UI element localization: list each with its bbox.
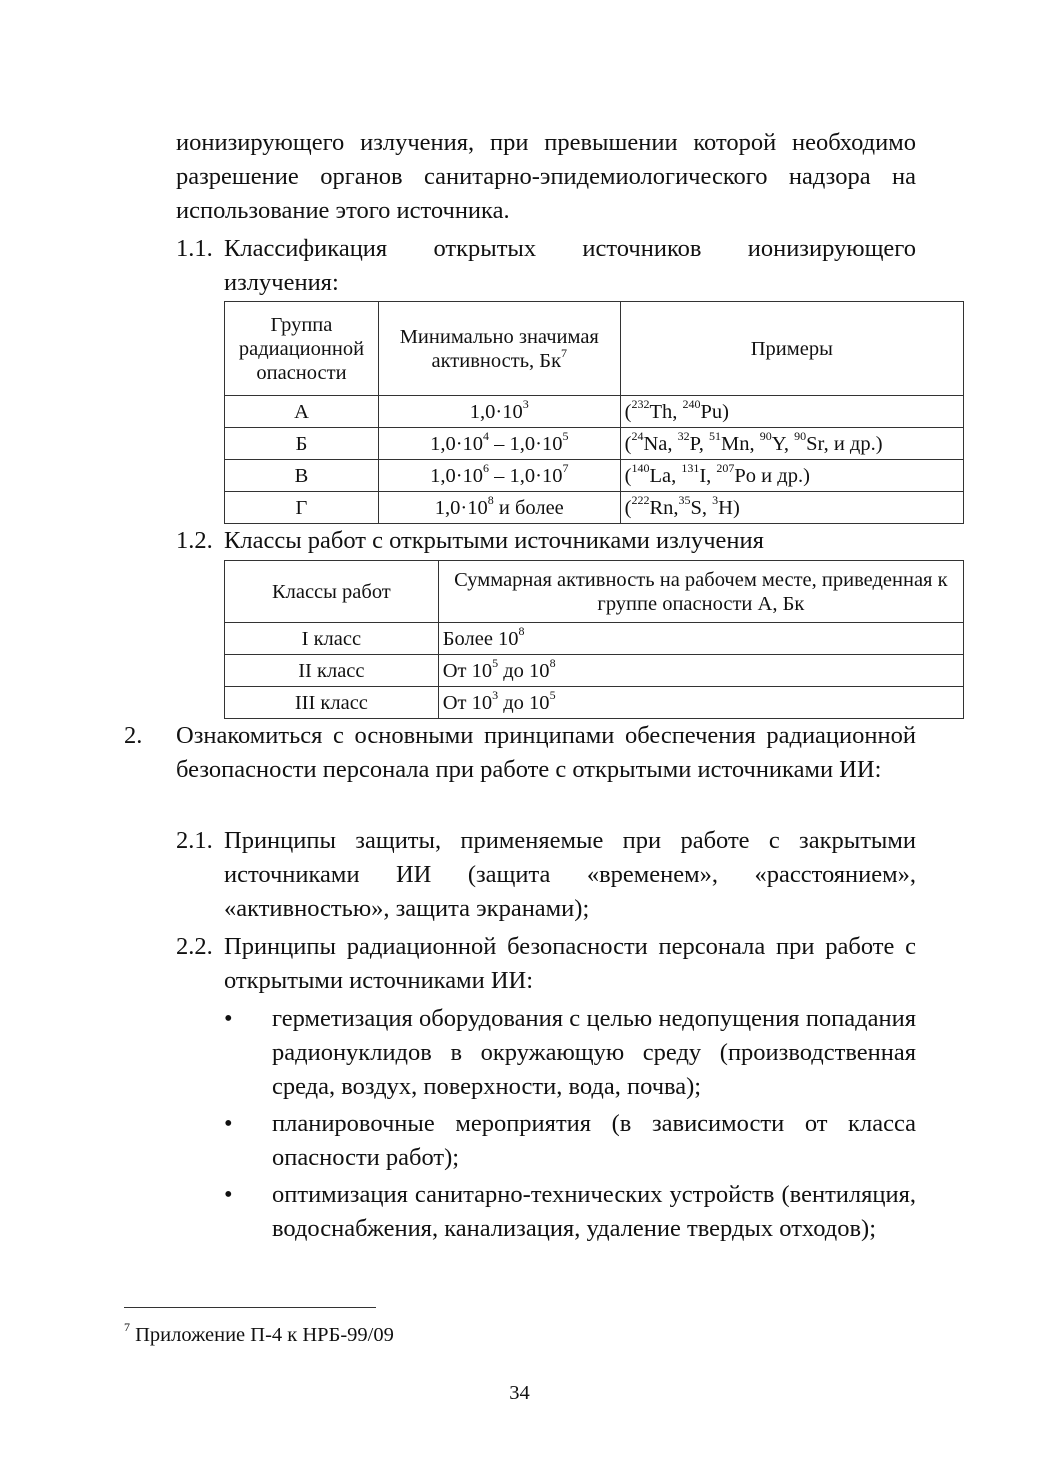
cell-activity xyxy=(378,428,620,460)
section-number: 2.2. xyxy=(176,933,213,960)
isotope-symbol: Th, xyxy=(649,400,683,423)
bullet-text: планировочные мероприятия (в зависимости от класса опасности работ); xyxy=(272,1110,916,1171)
isotope-symbol: S, xyxy=(690,496,713,519)
activity-exponent: 5 xyxy=(549,687,556,702)
header-activity-text: Минимально значимая активность, Бк xyxy=(399,325,599,372)
footnote-ref: 7 xyxy=(561,345,568,360)
activity-exponent: 3 xyxy=(492,687,499,702)
activity-base: 1,0·10 xyxy=(469,400,523,423)
isotope-mass: 131 xyxy=(681,460,700,475)
cell-total-activity xyxy=(438,687,963,719)
activity-exponent: 6 xyxy=(483,460,490,475)
cell-total-activity xyxy=(438,655,963,687)
cell-activity xyxy=(378,460,620,492)
bullet-text: герметизация оборудования с целью недопущения попадания радионуклидов в окружающую среду (производственная среда, воздух, поверхности, вода, почва); xyxy=(272,1005,916,1100)
bullet-item xyxy=(224,1002,916,1104)
section-2-2 xyxy=(176,930,916,998)
activity-text: От 10 xyxy=(442,691,493,714)
cell-activity xyxy=(378,396,620,428)
header-group: Группа радиационной опасности xyxy=(225,302,379,396)
isotope-mass: 232 xyxy=(631,396,650,411)
activity-rest: и более xyxy=(493,496,564,519)
page-number: 34 xyxy=(509,1382,530,1404)
activity-exponent: 4 xyxy=(483,428,490,443)
activity-text: От 10 xyxy=(442,659,493,682)
section-2-1 xyxy=(176,824,916,926)
isotope-mass: 24 xyxy=(631,428,644,443)
section-number: 2. xyxy=(124,722,143,749)
work-classes-table xyxy=(224,560,964,719)
cell-class: II класс xyxy=(225,655,439,687)
cell-examples: ($^{140}$La, $^{131}$I, $^{207}$Po и др.) xyxy=(620,460,963,492)
isotope-symbol: Na, xyxy=(643,432,678,455)
intro-paragraph: ионизирующего излучения, при превышении которой необходимо разрешение органов санитарно-эпидемиологического надзора на использование этого источника. xyxy=(176,129,916,224)
cell-examples: ($^{222}$Rn,$^{35}$S, $^3$H) xyxy=(620,492,963,524)
cell-group: Б xyxy=(225,428,379,460)
isotope-mass: 90 xyxy=(794,428,807,443)
isotope-mass: 35 xyxy=(678,492,691,507)
section-number: 1.1. xyxy=(176,235,213,262)
footnote xyxy=(124,1322,394,1348)
table-row xyxy=(225,623,964,655)
section-1-1 xyxy=(176,232,916,300)
activity-exponent: 3 xyxy=(522,396,529,411)
section-1-2 xyxy=(176,524,916,558)
section-2 xyxy=(124,719,916,787)
isotope-symbol: Y, xyxy=(771,432,795,455)
isotope-symbol: Mn, xyxy=(721,432,760,455)
isotope-mass: 240 xyxy=(682,396,701,411)
activity-exponent: 8 xyxy=(487,492,494,507)
isotope-symbol: Pu) xyxy=(700,400,729,423)
activity-text: Более 10 xyxy=(442,627,519,650)
section-text: Классификация открытых источников ионизирующего излучения: xyxy=(224,235,916,296)
activity-exponent: 5 xyxy=(562,428,569,443)
table-row xyxy=(225,396,964,428)
isotope-symbol: Rn, xyxy=(649,496,679,519)
isotope-symbol: La, xyxy=(649,464,682,487)
cell-activity xyxy=(378,492,620,524)
footnote-text: Приложение П-4 к НРБ-99/09 xyxy=(130,1324,394,1346)
table-header-row xyxy=(225,561,964,623)
cell-group: А xyxy=(225,396,379,428)
cell-group: Г xyxy=(225,492,379,524)
activity-exponent: 7 xyxy=(562,460,569,475)
section-number: 1.2. xyxy=(176,527,213,554)
footnote-separator xyxy=(124,1307,376,1308)
activity-exponent: 8 xyxy=(549,655,556,670)
bullet-icon: • xyxy=(224,1181,233,1208)
cell-class: III класс xyxy=(225,687,439,719)
table-row xyxy=(225,428,964,460)
cell-examples: ($^{232}$Th, $^{240}$Pu) xyxy=(620,396,963,428)
isotope-mass: 90 xyxy=(759,428,772,443)
activity-exponent: 5 xyxy=(492,655,499,670)
cell-total-activity xyxy=(438,623,963,655)
isotope-symbol: Po и др.) xyxy=(734,464,810,487)
activity-rest: – 1,0·10 xyxy=(489,464,563,487)
activity-base: 1,0·10 xyxy=(430,464,484,487)
isotope-mass: 51 xyxy=(709,428,721,443)
activity-text: до 10 xyxy=(498,691,550,714)
header-examples: Примеры xyxy=(620,302,963,396)
table-row xyxy=(225,687,964,719)
section-number: 2.1. xyxy=(176,827,213,854)
activity-base: 1,0·10 xyxy=(430,432,484,455)
table-row xyxy=(225,492,964,524)
header-activity xyxy=(378,302,620,396)
table-header-row xyxy=(225,302,964,396)
header-classes: Классы работ xyxy=(225,561,439,623)
table-row xyxy=(225,460,964,492)
table-row xyxy=(225,655,964,687)
activity-rest: – 1,0·10 xyxy=(489,432,563,455)
isotope-mass: 207 xyxy=(716,460,735,475)
bullet-text: оптимизация санитарно-технических устройств (вентиляция, водоснабжения, канализация, удаление твердых отходов); xyxy=(272,1181,916,1242)
isotope-symbol: Sr, и др.) xyxy=(806,432,883,455)
radiation-group-table xyxy=(224,301,964,524)
cell-examples: ($^{24}$Na, $^{32}$P, $^{51}$Mn, $^{90}$Y, $^{90}$Sr, и др.) xyxy=(620,428,963,460)
bullet-item xyxy=(224,1178,916,1246)
bullet-icon: • xyxy=(224,1110,233,1137)
section-text: Ознакомиться с основными принципами обеспечения радиационной безопасности персонала при работе с открытыми источниками ИИ: xyxy=(176,722,916,783)
isotope-symbol: I, xyxy=(699,464,717,487)
footnote-mark: 7 xyxy=(124,1320,130,1335)
activity-exponent: 8 xyxy=(518,623,525,638)
isotope-symbol: H) xyxy=(718,496,740,519)
isotope-symbol: P, xyxy=(689,432,709,455)
isotope-mass: 3 xyxy=(712,492,719,507)
isotope-mass: 32 xyxy=(677,428,690,443)
bullet-item xyxy=(224,1107,916,1175)
section-text: Принципы защиты, применяемые при работе с закрытыми источниками ИИ (защита «временем», «расстоянием», «активностью», защита экранами); xyxy=(224,827,916,922)
section-text: Принципы радиационной безопасности персонала при работе с открытыми источниками ИИ: xyxy=(224,933,916,994)
bullet-icon: • xyxy=(224,1005,233,1032)
cell-group: В xyxy=(225,460,379,492)
isotope-mass: 140 xyxy=(631,460,650,475)
header-total-activity: Суммарная активность на рабочем месте, приведенная к группе опасности А, Бк xyxy=(438,561,963,623)
isotope-mass: 222 xyxy=(631,492,650,507)
section-text: Классы работ с открытыми источниками излучения xyxy=(224,527,764,554)
cell-class: I класс xyxy=(225,623,439,655)
activity-base: 1,0·10 xyxy=(434,496,488,519)
activity-text: до 10 xyxy=(498,659,550,682)
